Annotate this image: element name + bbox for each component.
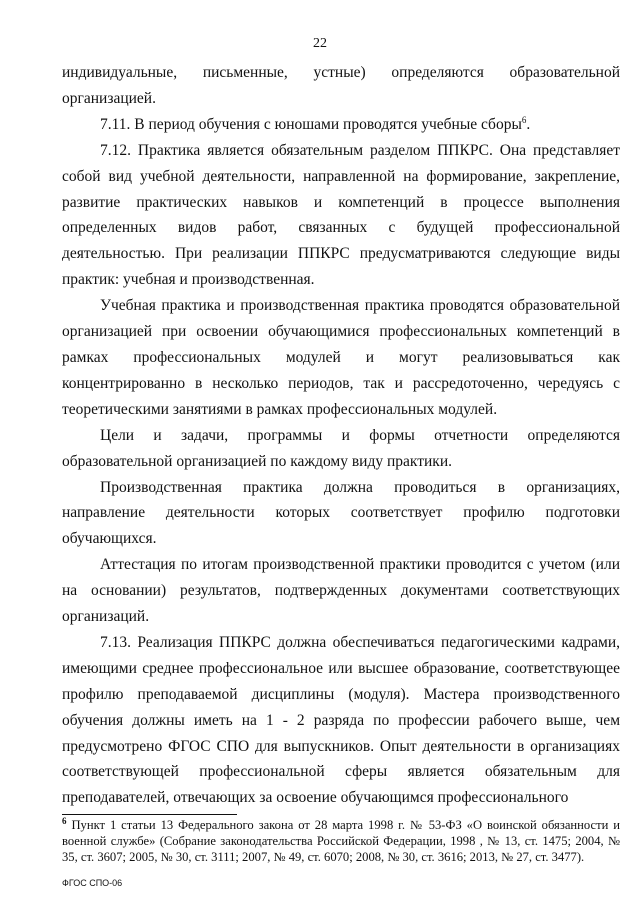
- page-number: 22: [313, 36, 327, 51]
- paragraph-attestation: Аттестация по итогам производственной практики проводится с учетом (или на основании) результатов, подтвержденных документами соответствующих организаций.: [62, 556, 620, 626]
- paragraph-practice-modules: Учебная практика и производственная практика проводятся образовательной организацией при освоении обучающимися профессиональных компетенций в рамках профессиональных модулей и могут реализовываться как концентрированно в несколько периодов, так и рассредоточенно, чередуясь с теоретическими занятиями в рамках профессиональных модулей.: [62, 297, 620, 418]
- paragraph-continuation: индивидуальные, письменные, устные) определяются образовательной организацией.: [62, 64, 620, 107]
- paragraph-text: 7.11. В период обучения с юношами проводятся учебные сборы: [100, 115, 522, 133]
- footnote: [62, 818, 620, 865]
- footnote-marker: 6: [62, 816, 67, 826]
- paragraph-end: .: [526, 115, 531, 133]
- footnote-divider: [62, 814, 237, 815]
- paragraph-7-13: 7.13. Реализация ППКРС должна обеспечиваться педагогическими кадрами, имеющими среднее профессиональное или высшее образование, соответствующее профилю преподаваемой дисциплины (модуля). Мастера производственного обучения должны иметь на 1 - 2 разряда по профессии рабочего выше, чем предусмотрено ФГОС СПО для выпускников. Опыт деятельности в организациях соответствующей профессиональной сферы является обязательным для преподавателей, отвечающих за освоение обучающимся профессионального: [62, 633, 620, 807]
- paragraph-industrial-practice: Производственная практика должна проводиться в организациях, направление деятельности которых соответствует профилю подготовки обучающихся.: [62, 478, 620, 548]
- paragraph-7-11: [62, 112, 620, 138]
- paragraph-goals: Цели и задачи, программы и формы отчетности определяются образовательной организацией по каждому виду практики.: [62, 426, 620, 470]
- footnote-text: Пункт 1 статьи 13 Федерального закона от 28 марта 1998 г. № 53-ФЗ «О воинской обязанности и военной службе» (Собрание законодательства Российской Федерации, 1998 , № 13, ст. 1475; 2004, № 35, ст. 3607; 2005, № 30, ст. 3111; 2007, № 49, ст. 6070; 2008, № 30, ст. 3616; 2013, № 27, ст. 3477).: [62, 818, 620, 864]
- document-code: ФГОС СПО-06: [62, 878, 123, 888]
- body-text: [62, 60, 620, 811]
- footnote-ref: 6: [521, 114, 527, 125]
- paragraph-7-12: 7.12. Практика является обязательным разделом ППКРС. Она представляет собой вид учебной деятельности, направленной на формирование, закрепление, развитие практических навыков и компетенций в процессе выполнения определенных видов работ, связанных с будущей профессиональной деятельностью. При реализации ППКРС предусматриваются следующие виды практик: учебная и производственная.: [62, 141, 620, 289]
